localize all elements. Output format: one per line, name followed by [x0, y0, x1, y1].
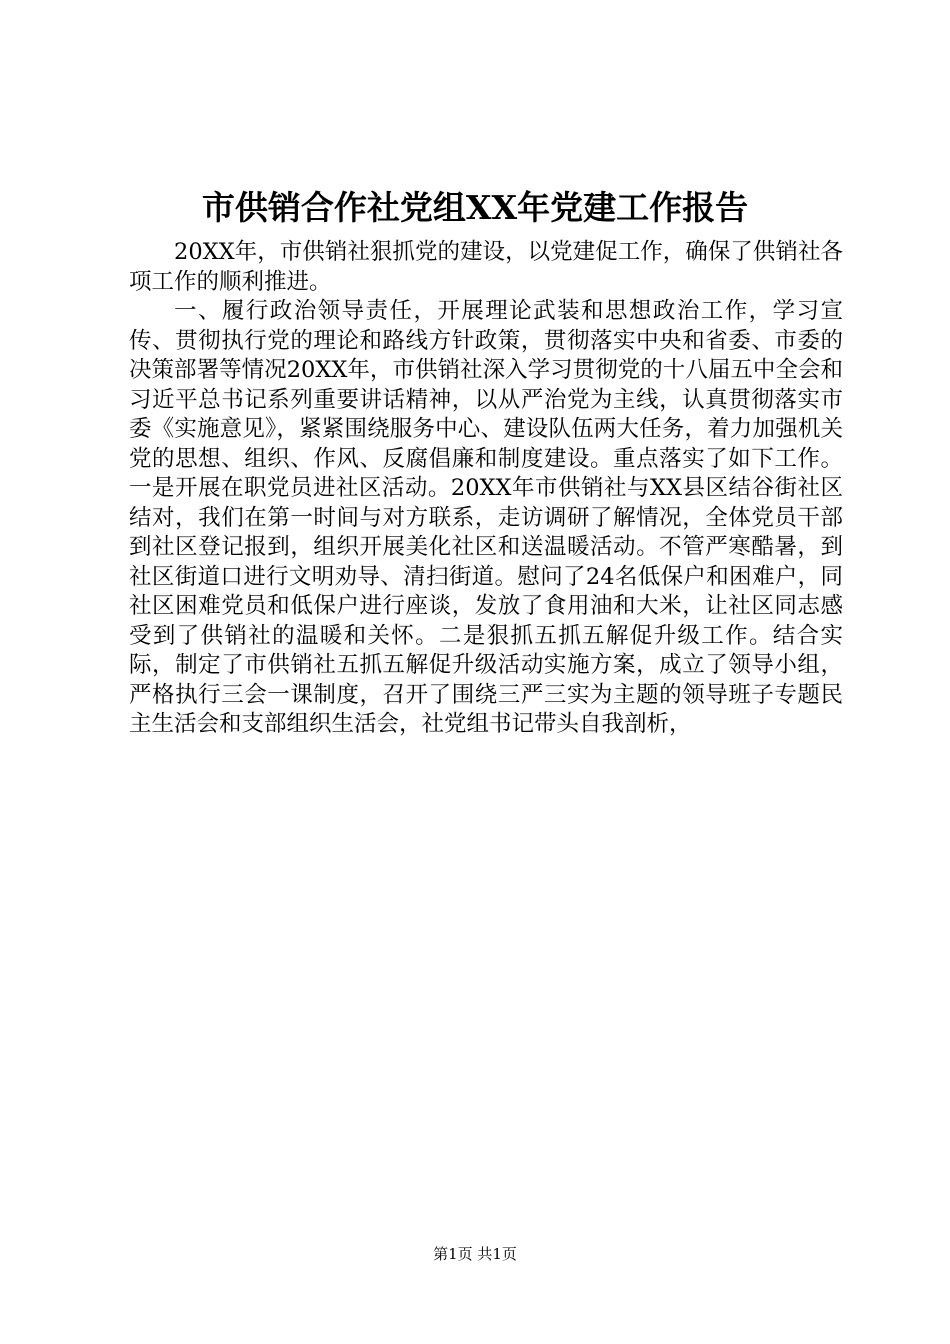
paragraph-intro: 20XX年，市供销社狠抓党的建设，以党建促工作，确保了供销社各项工作的顺利推进。 [129, 239, 843, 295]
document-title: 市供销合作社党组XX年党建工作报告 [201, 188, 749, 227]
document-body [129, 238, 843, 740]
page-number: 第1页 [433, 1245, 473, 1263]
paragraph-section-one: 一、履行政治领导责任，开展理论武装和思想政治工作，学习宣传、贯彻执行党的理论和路线方针政策，贯彻落实中央和省委、市委的决策部署等情况20XX年，市供销社深入学习贯彻党的十八届五中全会和习近平总书记系列重要讲话精神，以从严治党为主线，认真贯彻落实市委《实施意见》，紧紧围绕服务中心、建设队伍两大任务，着力加强机关党的思想、组织、作风、反腐倡廉和制度建设。重点落实了如下工作。一是开展在职党员进社区活动。20XX年市供销社与XX县区结谷街社区结对，我们在第一时间与对方联系，走访调研了解情况，全体党员干部到社区登记报到，组织开展美化社区和送温暖活动。不管严寒酷暑，到社区街道口进行文明劝导、清扫街道。慰问了24名低保户和困难户，同社区困难党员和低保户进行座谈，发放了食用油和大米，让社区同志感受到了供销社的温暖和关怀。二是狠抓五抓五解促升级工作。结合实际，制定了市供销社五抓五解促升级活动实施方案，成立了领导小组，严格执行三会一课制度，召开了围绕三严三实为主题的领导班子专题民主生活会和支部组织生活会，社党组书记带头自我剖析， [129, 298, 843, 737]
page-total: 共1页 [477, 1245, 517, 1263]
page-footer [0, 1244, 950, 1264]
